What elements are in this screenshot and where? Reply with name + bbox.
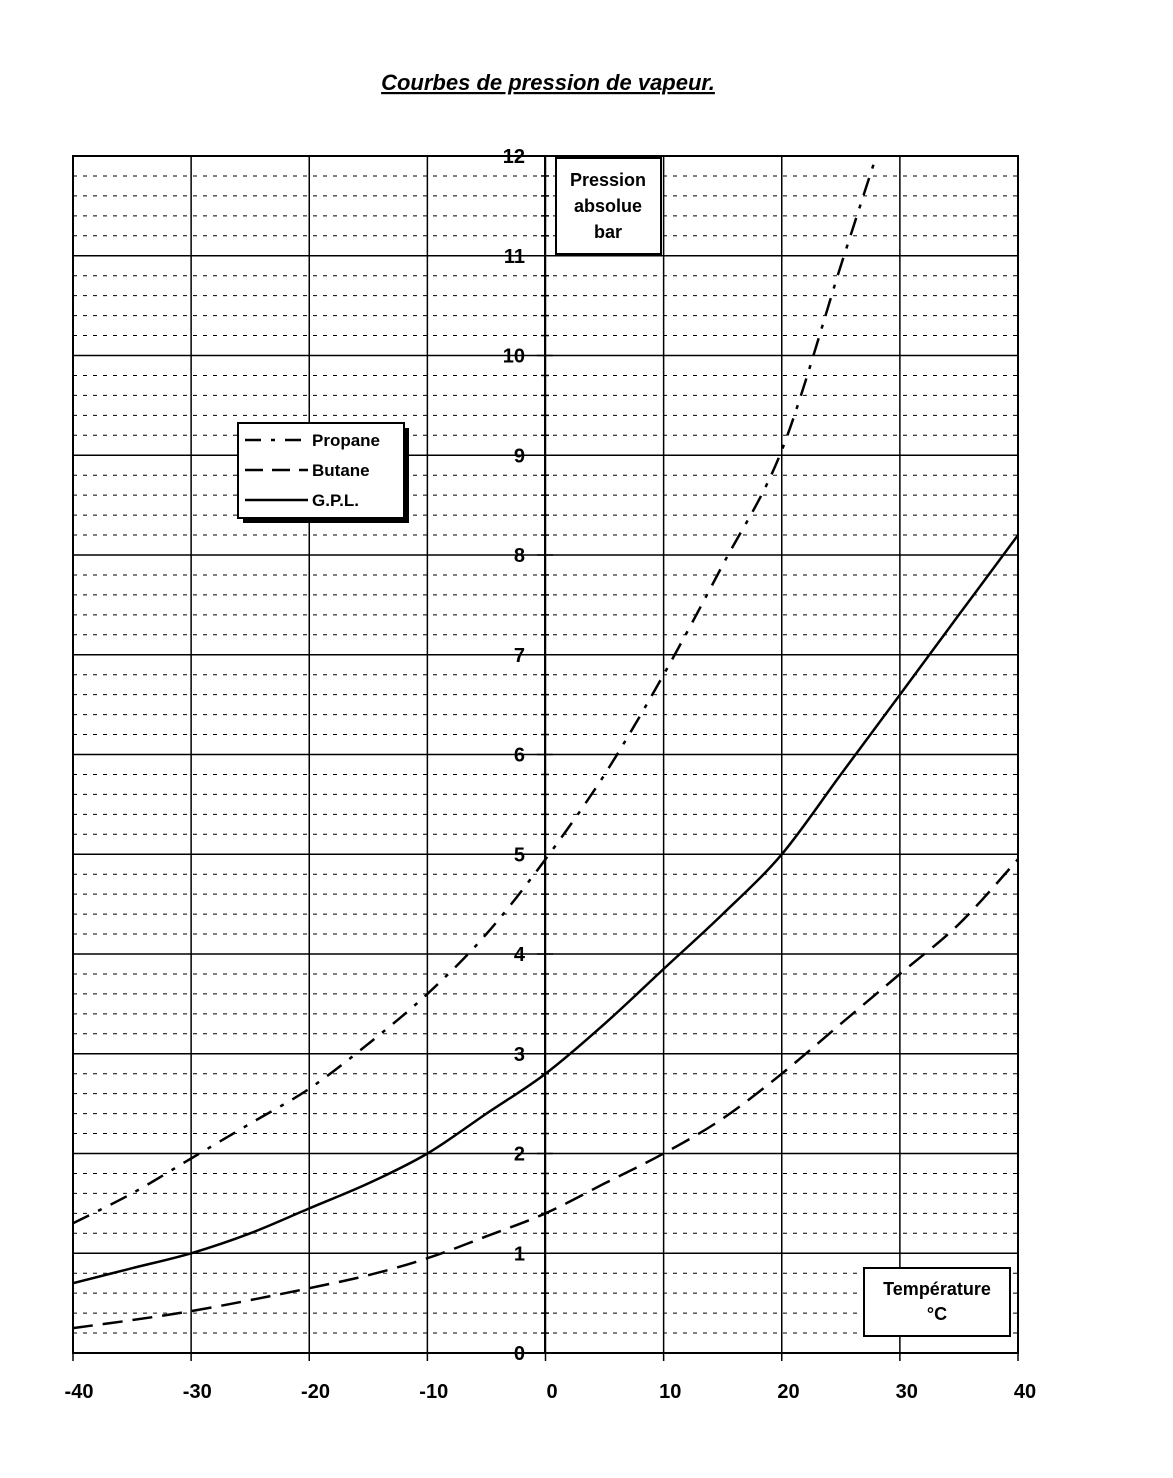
legend-label-propane: Propane xyxy=(312,431,381,450)
y-tick-label: 5 xyxy=(513,844,525,867)
y-axis-label-line-3: bar xyxy=(593,222,623,242)
legend xyxy=(238,423,409,523)
x-axis-label-box xyxy=(864,1268,1010,1336)
legend-label-butane: Butane xyxy=(312,461,370,480)
x-tick-label: 40 xyxy=(1013,1381,1037,1403)
x-tick-label: 0 xyxy=(546,1381,558,1403)
x-axis-tick-marks xyxy=(73,1353,1018,1361)
x-tick-label: 20 xyxy=(777,1381,800,1403)
x-tick-label: -20 xyxy=(301,1381,330,1403)
y-tick-labels xyxy=(503,146,526,1365)
x-tick-label: -40 xyxy=(64,1381,94,1403)
y-axis-label-box xyxy=(556,158,661,254)
y-tick-label: 7 xyxy=(513,644,525,667)
y-tick-label: 6 xyxy=(513,744,525,767)
x-axis-label-line-1: Température xyxy=(883,1279,991,1299)
y-tick-label: 8 xyxy=(513,545,525,567)
y-tick-label: 3 xyxy=(513,1043,525,1066)
y-axis-label-line-2: absolue xyxy=(573,196,643,216)
x-tick-labels xyxy=(65,1381,1037,1403)
legend-label-gpl: G.P.L. xyxy=(312,491,359,510)
x-tick-label: 30 xyxy=(895,1381,918,1403)
x-tick-label: -30 xyxy=(182,1381,212,1403)
y-tick-label: 9 xyxy=(513,445,525,468)
y-tick-label: 0 xyxy=(513,1343,525,1365)
y-tick-label: 1 xyxy=(513,1243,525,1266)
y-tick-label: 2 xyxy=(513,1143,525,1166)
y-tick-label: 12 xyxy=(502,146,525,168)
y-axis-tick-marks xyxy=(537,156,553,1353)
x-axis-label-line-2: °C xyxy=(926,1304,948,1324)
y-tick-label: 4 xyxy=(513,944,525,966)
y-tick-label: 11 xyxy=(503,245,525,268)
y-axis-label-line-1: Pression xyxy=(569,170,647,190)
x-tick-label: 10 xyxy=(659,1381,682,1403)
x-tick-label: -10 xyxy=(419,1381,449,1403)
y-tick-label: 10 xyxy=(502,345,525,368)
chart-title: Courbes de pression de vapeur. xyxy=(381,70,715,95)
